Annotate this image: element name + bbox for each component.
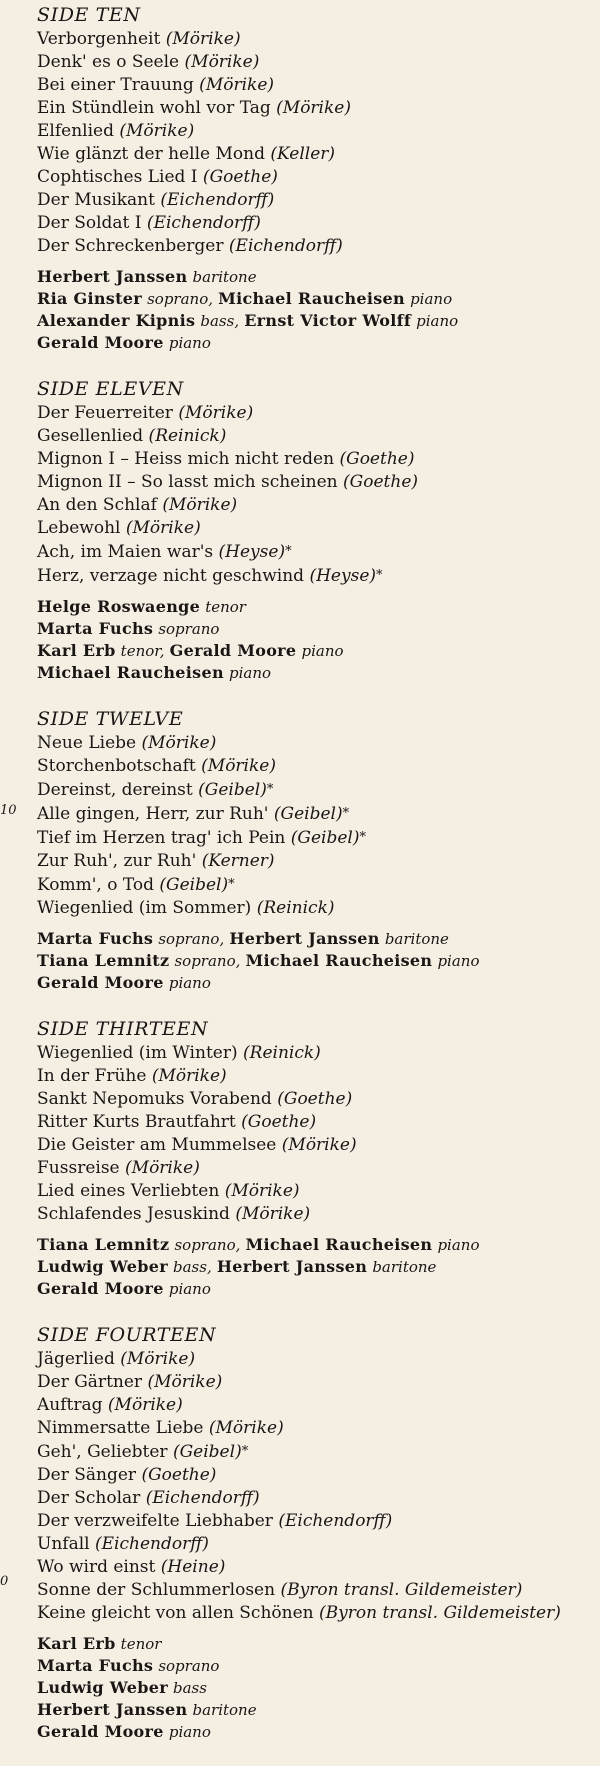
performer-line: [37, 266, 600, 288]
performer-line: [37, 1655, 600, 1677]
performer-list: [37, 596, 600, 684]
song-item: [37, 143, 600, 166]
song-list: [37, 732, 600, 920]
asterisk-mark: *: [359, 830, 367, 845]
poet-name: Mörike: [154, 1372, 216, 1392]
song-list: [37, 1348, 600, 1625]
song-poet: (Mörike): [184, 52, 260, 72]
song-title: Mignon II – So lasst mich scheinen: [37, 472, 338, 492]
song-poet: (Geibel): [290, 828, 360, 848]
poet-name: Goethe: [346, 449, 408, 469]
poet-name: Eichendorff: [101, 1534, 203, 1554]
song-title: Der Schreckenberger: [37, 236, 224, 256]
song-title: Tief im Herzen trag' ich Pein: [37, 828, 286, 848]
performer-role: soprano: [158, 1657, 220, 1675]
performer-line: [37, 288, 600, 310]
song-poet: (Reinick): [256, 898, 335, 918]
song-title: Lied eines Verliebten: [37, 1181, 220, 1201]
poet-name: Reinick: [249, 1043, 315, 1063]
song-title: Cophtisches Lied I: [37, 167, 198, 187]
performer-name: Gerald Moore: [37, 333, 164, 352]
poet-name: Mörike: [126, 121, 188, 141]
song-poet: (Heyse): [218, 542, 286, 562]
song-item: [37, 1394, 600, 1417]
song-title: Der Sänger: [37, 1465, 137, 1485]
song-poet: (Geibel): [159, 875, 229, 895]
song-title: Ach, im Maien war's: [37, 542, 214, 562]
song-title: Geh', Geliebter: [37, 1442, 168, 1462]
poet-name: Goethe: [148, 1465, 210, 1485]
song-poet: (Mörike): [281, 1135, 357, 1155]
song-item: [37, 74, 600, 97]
song-title: Der Soldat I: [37, 213, 142, 233]
performer-line: [37, 1234, 600, 1256]
song-item: [37, 1510, 600, 1533]
song-title: Zur Ruh', zur Ruh': [37, 851, 197, 871]
poet-name: Mörike: [114, 1395, 177, 1415]
song-title: Der Gärtner: [37, 1372, 143, 1392]
performer-line: [37, 596, 600, 618]
poet-name: Mörike: [207, 756, 270, 776]
performer-role: piano: [410, 290, 453, 308]
song-item: [37, 212, 600, 235]
song-title: Jägerlied: [37, 1349, 115, 1369]
song-title: Elfenlied: [37, 121, 114, 141]
performer-line: [37, 950, 600, 972]
performer-role: baritone: [192, 1701, 257, 1719]
poet-name: Geibel: [280, 804, 336, 824]
performer-line: [37, 1633, 600, 1655]
performer-role: soprano,: [174, 1236, 241, 1254]
song-poet: (Mörike): [125, 518, 201, 538]
song-title: Der Feuerreiter: [37, 403, 173, 423]
poet-name: Geibel: [297, 828, 353, 848]
song-poet: (Goethe): [202, 167, 278, 187]
song-poet: (Mörike): [162, 495, 238, 515]
song-poet: (Mörike): [119, 121, 195, 141]
song-item: [37, 778, 600, 802]
song-title: Wo wird einst: [37, 1557, 156, 1577]
performer-role: baritone: [384, 930, 449, 948]
performer-line: [37, 1699, 600, 1721]
record-liner-notes: [37, 2, 600, 1765]
performer-role: soprano,: [174, 952, 241, 970]
song-item: [37, 1180, 600, 1203]
song-item: [37, 564, 600, 588]
song-title: Die Geister am Mummelsee: [37, 1135, 277, 1155]
side-section: [37, 376, 600, 684]
song-item: [37, 51, 600, 74]
song-title: Unfall: [37, 1534, 90, 1554]
song-item: [37, 402, 600, 425]
performer-role: piano: [437, 952, 480, 970]
performer-role: piano: [437, 1236, 480, 1254]
side-section: [37, 2, 600, 354]
performer-name: Ludwig Weber: [37, 1257, 168, 1276]
song-poet: (Mörike): [199, 75, 275, 95]
song-item: [37, 1464, 600, 1487]
song-list: [37, 28, 600, 258]
song-poet: (Mörike): [165, 29, 241, 49]
song-title: Schlafendes Jesuskind: [37, 1204, 230, 1224]
poet-name: Heyse: [225, 542, 279, 562]
performer-role: baritone: [192, 268, 257, 286]
song-item: [37, 28, 600, 51]
song-item: [37, 235, 600, 258]
song-title: Storchenbotschaft: [37, 756, 196, 776]
performer-name: Ernst Victor Wolff: [244, 311, 412, 330]
song-item: [37, 517, 600, 540]
song-title: Wie glänzt der helle Mond: [37, 144, 265, 164]
poet-name: Mörike: [231, 1181, 293, 1201]
asterisk-mark: *: [266, 782, 274, 797]
song-poet: (Mörike): [147, 1372, 223, 1392]
song-title: Lebewohl: [37, 518, 121, 538]
performer-role: soprano,: [158, 930, 225, 948]
margin-page-mark: 10: [0, 803, 17, 818]
song-item: [37, 1348, 600, 1371]
performer-name: Gerald Moore: [169, 641, 297, 660]
song-poet: (Mörike): [201, 756, 276, 776]
song-title: Wiegenlied (im Sommer): [37, 898, 252, 918]
performer-name: Karl Erb: [37, 641, 116, 660]
song-title: Neue Liebe: [37, 733, 137, 753]
song-poet: (Mörike): [178, 403, 254, 423]
song-title: Bei einer Trauung: [37, 75, 194, 95]
song-poet: (Eichendorff): [160, 190, 275, 210]
side-title: SIDE ELEVEN: [37, 378, 184, 400]
performer-role: tenor: [205, 598, 246, 616]
song-item: [37, 1065, 600, 1088]
song-poet: (Eichendorff): [94, 1534, 209, 1554]
song-title: Fussreise: [37, 1158, 120, 1178]
song-item: [37, 1440, 600, 1464]
song-poet: (Kerner): [201, 851, 275, 871]
poet-name: Mörike: [191, 52, 253, 72]
poet-name: Heine: [167, 1557, 219, 1577]
song-item: [37, 732, 600, 755]
song-poet: (Mörike): [107, 1395, 183, 1415]
performer-line: [37, 1721, 600, 1743]
song-poet: (Geibel): [198, 780, 267, 800]
poet-name: Goethe: [247, 1112, 310, 1132]
song-poet: (Mörike): [224, 1181, 300, 1201]
side-title: SIDE TWELVE: [37, 708, 184, 730]
side-title: SIDE FOURTEEN: [37, 1324, 217, 1346]
song-item: [37, 494, 600, 517]
song-poet: (Byron transl. Gildemeister): [319, 1603, 561, 1623]
poet-name: Goethe: [209, 167, 272, 187]
performer-role: bass,: [173, 1258, 212, 1276]
song-poet: (Goethe): [141, 1465, 217, 1485]
performer-line: [37, 928, 600, 950]
poet-name: Geibel: [166, 875, 222, 895]
asterisk-mark: *: [342, 806, 350, 821]
song-item: [37, 1417, 600, 1440]
performer-name: Michael Raucheisen: [37, 663, 224, 682]
song-poet: (Eichendorff): [228, 236, 343, 256]
song-title: Der verzweifelte Liebhaber: [37, 1511, 273, 1531]
poet-name: Mörike: [158, 1066, 221, 1086]
side-title: SIDE TEN: [37, 4, 141, 26]
poet-name: Mörike: [168, 495, 231, 515]
song-item: [37, 802, 600, 826]
song-poet: (Eichendorff): [146, 213, 261, 233]
song-title: Sonne der Schlummerlosen: [37, 1580, 276, 1600]
performer-list: [37, 928, 600, 994]
song-title: Denk' es o Seele: [37, 52, 180, 72]
song-title: Wiegenlied (im Winter): [37, 1043, 238, 1063]
performer-role: piano: [168, 974, 211, 992]
song-title: Mignon I – Heiss mich nicht reden: [37, 449, 335, 469]
song-poet: (Goethe): [277, 1089, 353, 1109]
performer-name: Marta Fuchs: [37, 929, 154, 948]
song-title: In der Frühe: [37, 1066, 147, 1086]
performer-name: Michael Raucheisen: [218, 289, 405, 308]
song-poet: (Heine): [160, 1557, 226, 1577]
poet-name: Eichendorff: [153, 213, 255, 233]
performer-list: [37, 1234, 600, 1300]
performer-name: Ria Ginster: [37, 289, 142, 308]
song-poet: (Mörike): [120, 1349, 196, 1369]
performer-role: piano: [168, 1723, 211, 1741]
song-title: Auftrag: [37, 1395, 103, 1415]
performer-role: bass,: [200, 312, 240, 330]
song-title: Komm', o Tod: [37, 875, 154, 895]
song-poet: (Mörike): [151, 1066, 227, 1086]
performer-line: [37, 618, 600, 640]
poet-name: Goethe: [283, 1089, 346, 1109]
song-poet: (Mörike): [208, 1418, 284, 1438]
asterisk-mark: *: [376, 568, 383, 583]
song-item: [37, 1134, 600, 1157]
song-title: Nimmersatte Liebe: [37, 1418, 204, 1438]
poet-name: Byron transl. Gildemeister: [287, 1580, 516, 1600]
poet-name: Mörike: [215, 1418, 278, 1438]
performer-line: [37, 640, 600, 662]
asterisk-mark: *: [241, 1444, 249, 1459]
performer-name: Gerald Moore: [37, 1279, 164, 1298]
performer-name: Marta Fuchs: [37, 1656, 154, 1675]
performer-role: tenor: [120, 1635, 162, 1653]
performer-role: piano: [228, 664, 272, 682]
song-title: Der Musikant: [37, 190, 155, 210]
performer-name: Michael Raucheisen: [245, 951, 433, 970]
side-section: [37, 706, 600, 994]
poet-name: Geibel: [179, 1442, 236, 1462]
song-item: [37, 873, 600, 897]
poet-name: Mörike: [131, 1158, 194, 1178]
song-item: [37, 425, 600, 448]
song-title: Der Scholar: [37, 1488, 141, 1508]
song-poet: (Heyse): [309, 566, 377, 586]
performer-name: Michael Raucheisen: [245, 1235, 433, 1254]
song-item: [37, 826, 600, 850]
performer-name: Herbert Janssen: [37, 267, 188, 286]
performer-name: Alexander Kipnis: [37, 311, 196, 330]
song-item: [37, 120, 600, 143]
performer-name: Herbert Janssen: [229, 929, 380, 948]
performer-name: Helge Roswaenge: [37, 597, 201, 616]
song-title: Ein Stündlein wohl vor Tag: [37, 98, 271, 118]
song-item: [37, 755, 600, 778]
performer-role: piano: [301, 642, 344, 660]
side-title: SIDE THIRTEEN: [37, 1018, 209, 1040]
performer-role: piano: [168, 334, 211, 352]
poet-name: Eichendorff: [284, 1511, 386, 1531]
song-poet: (Mörike): [125, 1158, 200, 1178]
asterisk-mark: *: [228, 877, 235, 892]
song-poet: (Mörike): [276, 98, 351, 118]
poet-name: Keller: [277, 144, 329, 164]
song-poet: (Keller): [270, 144, 336, 164]
performer-name: Ludwig Weber: [37, 1678, 168, 1697]
song-poet: (Goethe): [241, 1112, 317, 1132]
performer-name: Tiana Lemnitz: [37, 951, 170, 970]
poet-name: Mörike: [282, 98, 345, 118]
song-item: [37, 1533, 600, 1556]
song-title: Herz, verzage nicht geschwind: [37, 566, 305, 586]
poet-name: Reinick: [263, 898, 328, 918]
song-item: [37, 166, 600, 189]
song-item: [37, 1111, 600, 1134]
performer-role: soprano: [158, 620, 220, 638]
poet-name: Mörike: [205, 75, 268, 95]
poet-name: Eichendorff: [167, 190, 268, 210]
margin-page-mark: 0: [0, 1574, 9, 1589]
poet-name: Mörike: [288, 1135, 350, 1155]
side-section: [37, 1016, 600, 1300]
performer-name: Tiana Lemnitz: [37, 1235, 170, 1254]
song-item: [37, 1579, 600, 1602]
song-title: Dereinst, dereinst: [37, 780, 193, 800]
poet-name: Mörike: [172, 29, 234, 49]
performer-name: Herbert Janssen: [37, 1700, 188, 1719]
poet-name: Mörike: [184, 403, 247, 423]
song-poet: (Reinick): [148, 426, 227, 446]
poet-name: Mörike: [241, 1204, 304, 1224]
song-title: Sankt Nepomuks Vorabend: [37, 1089, 272, 1109]
song-poet: (Eichendorff): [145, 1488, 260, 1508]
performer-line: [37, 310, 600, 332]
poet-name: Geibel: [204, 780, 261, 800]
performer-name: Gerald Moore: [37, 1722, 164, 1741]
performer-line: [37, 332, 600, 354]
song-poet: (Geibel): [172, 1442, 242, 1462]
performer-line: [37, 972, 600, 994]
performer-list: [37, 266, 600, 354]
performer-role: bass: [173, 1679, 207, 1697]
song-poet: (Geibel): [273, 804, 343, 824]
performer-line: [37, 1677, 600, 1699]
song-item: [37, 1487, 600, 1510]
poet-name: Kerner: [208, 851, 268, 871]
poet-name: Goethe: [349, 472, 412, 492]
song-item: [37, 540, 600, 564]
song-poet: (Mörike): [141, 733, 217, 753]
song-poet: (Goethe): [339, 449, 415, 469]
song-poet: (Byron transl. Gildemeister): [280, 1580, 523, 1600]
poet-name: Heyse: [316, 566, 370, 586]
poet-name: Mörike: [148, 733, 210, 753]
song-title: Verborgenheit: [37, 29, 161, 49]
song-title: Keine gleicht von allen Schönen: [37, 1603, 314, 1623]
song-poet: (Mörike): [235, 1204, 311, 1224]
song-list: [37, 1042, 600, 1226]
song-title: Alle gingen, Herr, zur Ruh': [37, 804, 269, 824]
performer-role: baritone: [372, 1258, 437, 1276]
poet-name: Eichendorff: [235, 236, 337, 256]
song-poet: (Eichendorff): [278, 1511, 393, 1531]
performer-role: piano: [168, 1280, 211, 1298]
song-item: [37, 1157, 600, 1180]
poet-name: Reinick: [155, 426, 220, 446]
song-title: An den Schlaf: [37, 495, 157, 515]
performer-role: piano: [416, 312, 459, 330]
song-title: Ritter Kurts Brautfahrt: [37, 1112, 236, 1132]
performer-name: Gerald Moore: [37, 973, 164, 992]
performer-role: soprano,: [147, 290, 213, 308]
performer-name: Karl Erb: [37, 1634, 116, 1653]
asterisk-mark: *: [285, 544, 292, 559]
song-item: [37, 1556, 600, 1579]
performer-name: Marta Fuchs: [37, 619, 154, 638]
song-item: [37, 97, 600, 120]
song-item: [37, 1042, 600, 1065]
performer-line: [37, 662, 600, 684]
song-item: [37, 448, 600, 471]
performer-role: tenor,: [120, 642, 165, 660]
song-item: [37, 850, 600, 873]
song-poet: (Reinick): [243, 1043, 321, 1063]
song-item: [37, 1602, 600, 1625]
song-item: [37, 897, 600, 920]
song-item: [37, 1088, 600, 1111]
poet-name: Mörike: [132, 518, 195, 538]
song-item: [37, 1371, 600, 1394]
song-item: [37, 189, 600, 212]
song-item: [37, 1203, 600, 1226]
poet-name: Mörike: [126, 1349, 189, 1369]
song-title: Gesellenlied: [37, 426, 144, 446]
performer-line: [37, 1278, 600, 1300]
performer-name: Herbert Janssen: [216, 1257, 368, 1276]
song-poet: (Goethe): [343, 472, 419, 492]
poet-name: Eichendorff: [152, 1488, 253, 1508]
song-item: [37, 471, 600, 494]
performer-line: [37, 1256, 600, 1278]
performer-list: [37, 1633, 600, 1743]
side-section: [37, 1322, 600, 1743]
poet-name: Byron transl. Gildemeister: [325, 1603, 555, 1623]
song-list: [37, 402, 600, 588]
